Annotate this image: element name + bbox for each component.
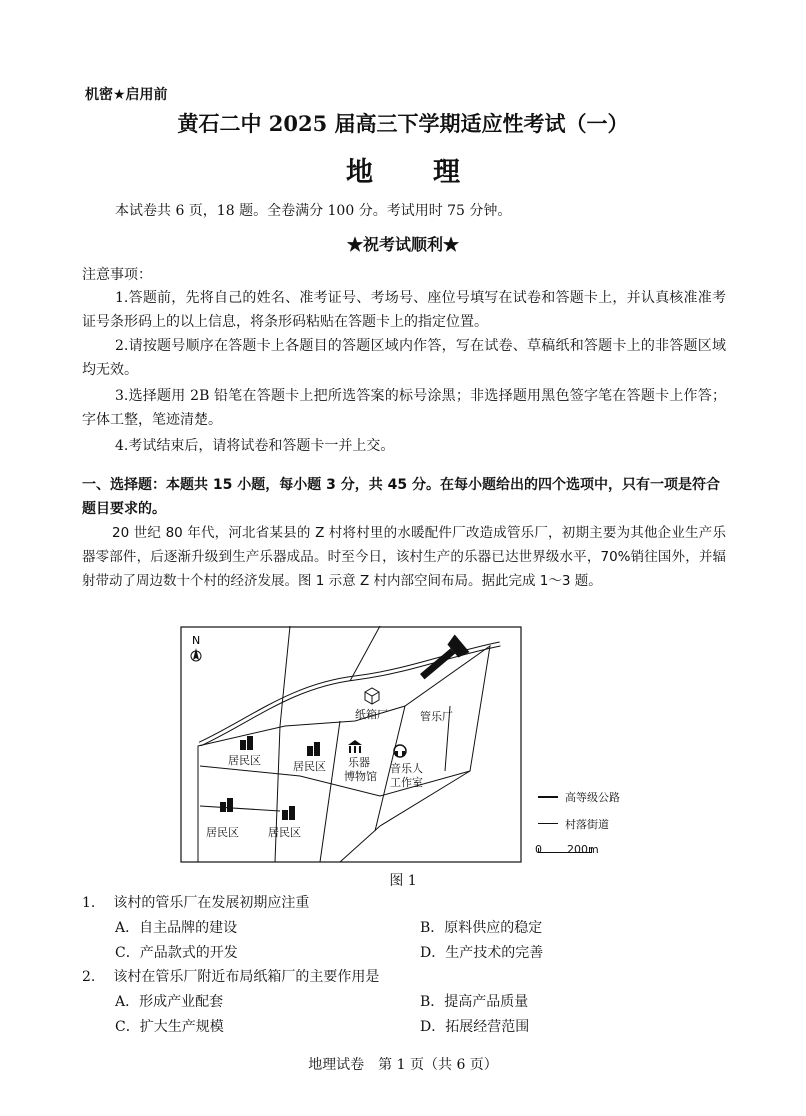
- legend-street-symbol: [538, 823, 558, 824]
- label-wind-factory: 管乐厂: [420, 710, 453, 723]
- note-item: 1.答题前，先将自己的姓名、准考证号、考场号、座位号填写在试卷和答题卡上，并认真核准准考证号条形码上的以上信息，将条形码粘贴在答题卡上的指定位置。: [82, 290, 726, 330]
- label-studio: 工作室: [390, 776, 423, 789]
- option-1c: C．产品款式的开发: [115, 945, 238, 961]
- option-2c: C．扩大生产规模: [115, 1019, 224, 1035]
- question-1: 1. 该村的管乐厂在发展初期应注重: [82, 895, 310, 911]
- option-2a: A．形成产业配套: [115, 994, 224, 1010]
- svg-text:N: N: [192, 634, 201, 647]
- label-residential: 居民区: [268, 826, 301, 839]
- label-residential: 居民区: [206, 826, 239, 839]
- label-studio: 音乐人: [390, 762, 423, 775]
- legend-highway: 高等级公路: [565, 791, 620, 804]
- subject-title: 地理: [346, 157, 520, 188]
- good-luck-banner: ★祝考试顺利★: [346, 235, 459, 254]
- section-heading: 一、选择题：本题共 15 小题，每小题 3 分，共 45 分。在每小题给出的四个选项中，只有一项是符合题目要求的。: [82, 477, 720, 517]
- note-item: 3.选择题用 2B 铅笔在答题卡上把所选答案的标号涂黑；非选择题用黑色签字笔在答题卡上作答；字体工整，笔迹清楚。: [82, 388, 726, 428]
- scale-zero: 0: [535, 843, 542, 856]
- note-item: 4.考试结束后，请将试卷和答题卡一并上交。: [115, 438, 395, 454]
- option-2d: D．拓展经营范围: [420, 1019, 530, 1035]
- legend-street: 村落街道: [565, 818, 609, 831]
- village-map: [180, 626, 540, 866]
- figure-caption: 图 1: [389, 873, 417, 889]
- label-museum: 博物馆: [344, 770, 377, 783]
- option-1d: D．生产技术的完善: [420, 945, 544, 961]
- page-footer: 地理试卷 第 1 页（共 6 页）: [308, 1057, 498, 1073]
- question-2: 2. 该村在管乐厂附近布局纸箱厂的主要作用是: [82, 969, 380, 985]
- label-museum: 乐器: [348, 756, 370, 769]
- question-stem: 20 世纪 80 年代，河北省某县的 Z 村将村里的水暖配件厂改造成管乐厂，初期主要为其他企业生产乐器零部件，后逐渐升级到生产乐器成品。时至今日，该村生产的乐器已达世界级水平，70%销往国外，并辐射带动了周边数十个村的经济发展。图 1 示意 Z 村内部空间布局。据此完成 1～3 题。: [82, 525, 726, 589]
- option-1a: A．自主品牌的建设: [115, 920, 238, 936]
- label-carton-factory: 纸箱厂: [355, 708, 388, 721]
- confidential-label: 机密★启用前: [85, 87, 168, 103]
- note-item: 2.请按题号顺序在答题卡上各题目的答题区域内作答，写在试卷、草稿纸和答题卡上的非答题区域均无效。: [82, 338, 726, 378]
- notes-heading: 注意事项：: [82, 267, 152, 283]
- exam-intro: 本试卷共 6 页，18 题。全卷满分 100 分。考试用时 75 分钟。: [115, 203, 512, 219]
- label-residential: 居民区: [228, 754, 261, 767]
- legend-highway-symbol: [538, 796, 558, 798]
- exam-title: 黄石二中 2025 届高三下学期适应性考试（一）: [177, 111, 629, 136]
- label-residential: 居民区: [293, 760, 326, 773]
- scale-value: 200m: [567, 843, 599, 856]
- option-1b: B．原料供应的稳定: [420, 920, 543, 936]
- option-2b: B．提高产品质量: [420, 994, 529, 1010]
